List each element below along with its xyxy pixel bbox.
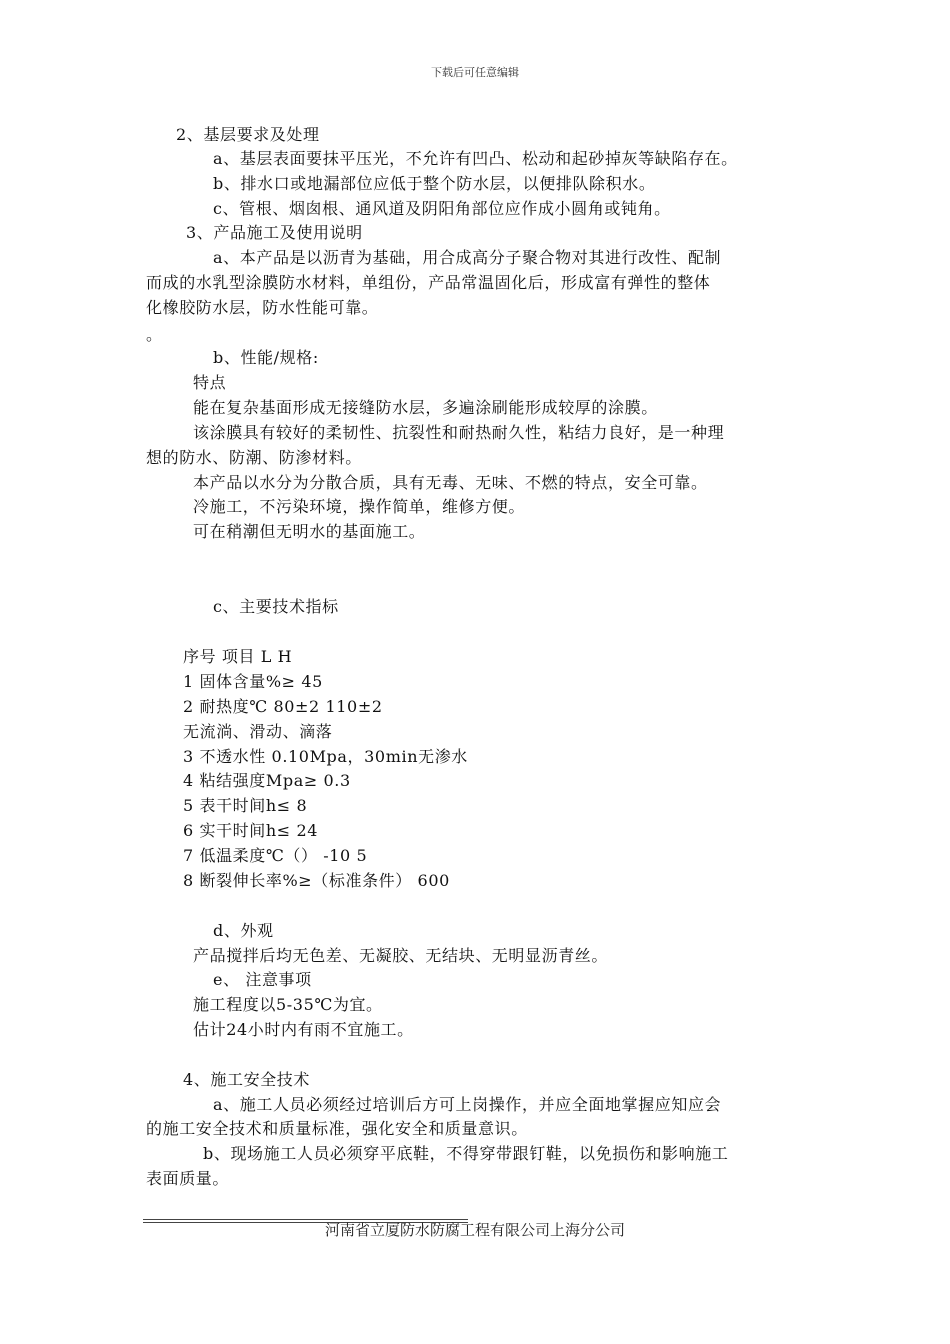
tech-row-3: 3 不透水性 0.10Mpa，30min无渗水 (183, 747, 468, 766)
section-4-item-b-line2: 表面质量。 (146, 1169, 230, 1188)
feature-4: 冷施工，不污染环境，操作简单，维修方便。 (193, 497, 526, 516)
tech-row-4: 4 粘结强度Mpa≥ 0.3 (183, 771, 351, 790)
section-4-title: 4、施工安全技术 (183, 1070, 310, 1089)
tech-row-2-note: 无流淌、滑动、滴落 (183, 722, 333, 741)
tech-table-header: 序号 项目 L H (183, 647, 293, 666)
note-2: 估计24小时内有雨不宜施工。 (193, 1020, 414, 1039)
feature-1: 能在复杂基面形成无接缝防水层，多遍涂刷能形成较厚的涂膜。 (193, 398, 658, 417)
tech-row-6: 6 实干时间h≤ 24 (183, 821, 319, 840)
section-4-item-a-line1: a、施工人员必须经过培训后方可上岗操作，并应全面地掌握应知应会 (213, 1095, 722, 1114)
section-2-item-b: b、排水口或地漏部位应低于整个防水层，以便排队除积水。 (213, 174, 656, 193)
section-2-item-a: a、基层表面要抹平压光，不允许有凹凸、松动和起砂掉灰等缺陷存在。 (213, 149, 738, 168)
page-footer: 河南省立厦防水防腐工程有限公司上海分公司 (324, 1223, 625, 1239)
tech-row-5: 5 表干时间h≤ 8 (183, 796, 308, 815)
section-3-item-e: e、 注意事项 (213, 970, 312, 989)
section-3-item-c: c、主要技术指标 (213, 597, 339, 616)
section-3-item-a-line1: a、本产品是以沥青为基础，用合成高分子聚合物对其进行改性、配制 (213, 248, 722, 267)
features-title: 特点 (193, 373, 227, 392)
feature-2-line1: 该涂膜具有较好的柔韧性、抗裂性和耐热耐久性，粘结力良好，是一种理 (193, 423, 725, 442)
tech-row-2: 2 耐热度℃ 80±2 110±2 (183, 697, 383, 716)
stray-punctuation: 。 (146, 325, 163, 344)
tech-row-8: 8 断裂伸长率%≥（标准条件） 600 (183, 871, 450, 890)
section-3-item-b: b、性能/规格: (213, 348, 319, 367)
section-3-item-a-line3: 化橡胶防水层，防水性能可靠。 (146, 298, 379, 317)
feature-5: 可在稍潮但无明水的基面施工。 (193, 522, 426, 541)
feature-2-line2: 想的防水、防潮、防渗材料。 (146, 448, 362, 467)
section-2-title: 2、基层要求及处理 (176, 125, 320, 144)
section-4-item-a-line2: 的施工安全技术和质量标准，强化安全和质量意识。 (146, 1119, 528, 1138)
note-1: 施工程度以5-35℃为宜。 (193, 995, 383, 1014)
section-3-title: 3、产品施工及使用说明 (186, 223, 363, 242)
section-2-item-c: c、管根、烟囱根、通风道及阴阳角部位应作成小圆角或钝角。 (213, 199, 671, 218)
section-4-item-b-line1: b、现场施工人员必须穿平底鞋，不得穿带跟钉鞋，以免损伤和影响施工 (203, 1144, 729, 1163)
appearance-text: 产品搅拌后均无色差、无凝胶、无结块、无明显沥青丝。 (193, 946, 609, 965)
tech-row-7: 7 低温柔度℃（） -10 5 (183, 846, 368, 865)
section-3-item-d: d、外观 (213, 921, 274, 940)
feature-3: 本产品以水分为分散合质，具有无毒、无味、不燃的特点，安全可靠。 (193, 473, 708, 492)
tech-row-1: 1 固体含量%≥ 45 (183, 672, 323, 691)
page-header: 下载后可任意编辑 (431, 66, 519, 79)
section-3-item-a-line2: 而成的水乳型涂膜防水材料，单组份，产品常温固化后，形成富有弹性的整体 (146, 273, 711, 292)
